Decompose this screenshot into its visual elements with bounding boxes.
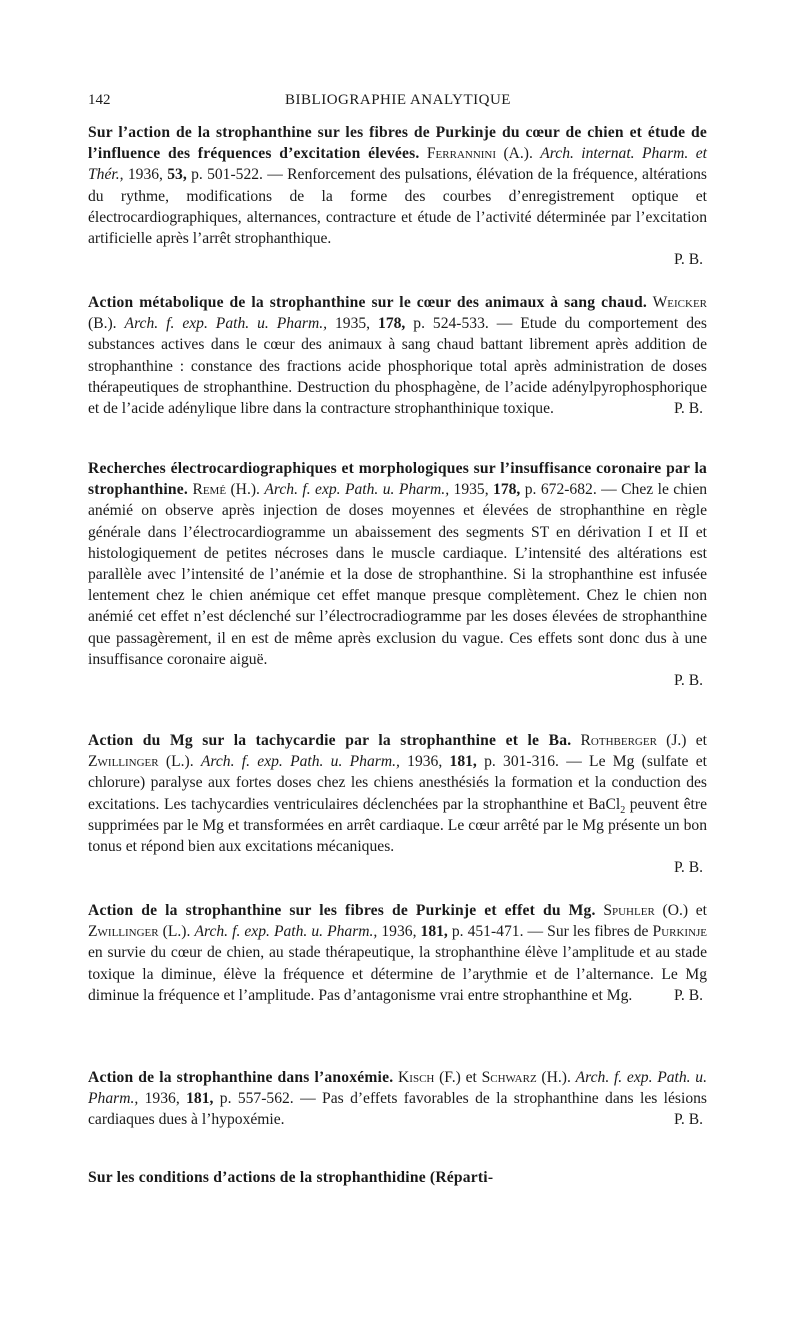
bibliography-entry — [88, 122, 707, 270]
entry-signature: P. B. — [673, 1111, 703, 1129]
entry-author-initials: (F.) — [439, 1069, 461, 1086]
entry-connector: et — [465, 1069, 477, 1086]
entry-journal: Arch. f. exp. Path. u. Pharm., — [194, 923, 378, 941]
entry-title: Sur l’action de la strophanthine sur les fibres de Purkinje du cœur de chien et étude de l’influence des fréquences d’excitation élevées. — [88, 124, 707, 163]
running-title: BIBLIOGRAPHIE ANALYTIQUE — [285, 92, 511, 108]
entry-signature: P. B. — [673, 672, 703, 690]
entry-journal: Arch. f. exp. Path. u. Pharm., — [124, 315, 328, 333]
entry-journal: Arch. internat. Pharm. et Thér., — [88, 145, 707, 184]
entry-title: Action du Mg sur la tachycardie par la strophanthine et le Ba. — [88, 732, 572, 749]
entry-year: 1935, — [334, 315, 371, 333]
entry-author: Zwillinger — [88, 753, 159, 771]
entry-abstract: — Pas d’effets favorables de la strophanthine dans les lésions cardiaques dues à l’hypoxémie. — [88, 1090, 707, 1129]
entry-pages: p. 557-562. — [219, 1090, 294, 1108]
bibliography-entry — [88, 730, 707, 878]
entry-signature: P. B. — [673, 251, 703, 269]
entry-author-initials: (J.) — [666, 732, 687, 749]
entry-volume: 181, — [186, 1090, 214, 1108]
entry-abstract: — Renforcement des pulsations, élévation de la fréquence, altérations du rythme, modifications de la forme des courbes d’enregistrement optique et électrocardiographiques, alternances, contracture et étude de l’activité déterminée par l’excitation artificielle après l’arrêt strophanthique. — [88, 166, 707, 248]
bibliography-entry — [88, 1067, 707, 1131]
entry-year: 1936, — [381, 923, 417, 941]
entry-signature: P. B. — [673, 400, 703, 418]
entry-year: 1935, — [453, 481, 489, 499]
abstract-name: Purkinje — [652, 923, 708, 941]
entry-signature: P. B. — [673, 859, 703, 877]
entry-author-initials: (O.) — [662, 902, 689, 919]
entry-author-initials: (A.). — [503, 145, 533, 163]
entry-author: Remé — [192, 481, 227, 499]
entry-title: Recherches électrocardiographiques et morphologiques sur l’insuffisance coronaire par la strophanthine. — [88, 460, 707, 499]
entry-title: Action métabolique de la strophanthine sur le cœur des animaux à sang chaud. — [88, 294, 647, 311]
entry-author-initials: (L.). — [162, 923, 191, 941]
entry-author-initials: (H.). — [230, 481, 260, 499]
bibliography-entry — [88, 458, 707, 691]
entry-volume: 181, — [420, 923, 448, 941]
page-number: 142 — [88, 92, 111, 108]
running-header — [88, 92, 708, 114]
entry-year: 1936, — [127, 166, 163, 184]
entry-author: Zwillinger — [88, 923, 159, 941]
bibliography-entry — [88, 292, 707, 419]
entry-title: Sur les conditions d’actions de la strophanthidine (Réparti- — [88, 1169, 494, 1186]
abstract-text: en survie du cœur de chien, au stade thérapeutique, la strophanthine élève l’amplitude et au stade toxique la diminue, élève la fréquence et détermine de l’arythmie et de l’alternance. Le Mg diminue la fréquence et l’amplitude. Pas d’antagonisme vrai entre strophanthine et Mg. — [88, 944, 707, 1004]
entry-pages: p. 301-316. — [484, 753, 559, 771]
entry-author: Rothberger — [580, 732, 657, 749]
entry-journal: Arch. f. exp. Path. u. Pharm., — [264, 481, 450, 499]
entry-year: 1936, — [407, 753, 443, 771]
bibliography-entry — [88, 900, 707, 1006]
entry-author: Ferrannini — [426, 145, 497, 163]
entry-year: 1936, — [144, 1090, 180, 1108]
entry-volume: 181, — [449, 753, 477, 771]
entry-volume: 178, — [378, 315, 406, 333]
entry-volume: 53, — [167, 166, 187, 184]
entry-author: Kisch — [398, 1069, 435, 1086]
entry-author-initials: (L.). — [165, 753, 194, 771]
entry-abstract: — Etude du comportement des substances actives dans le cœur des animaux à sang chaud battant librement après addition de strophanthine : constance des fractions acide phosphorique total après administration de doses thérapeutiques de strophanthine. Destruction du phosphagène, de l’acide adénylpyrophosphorique et de l’acide adénylique libre dans la contracture strophanthinique toxique. — [88, 315, 707, 418]
subscript: 2 — [620, 804, 626, 816]
entry-pages: p. 451-471. — [451, 923, 524, 941]
entry-title: Action de la strophanthine sur les fibres de Purkinje et effet du Mg. — [88, 902, 596, 919]
entry-author-initials: (H.). — [541, 1069, 571, 1086]
entry-author: Spuhler — [603, 902, 655, 919]
entry-volume: 178, — [493, 481, 521, 499]
entry-title: Action de la strophanthine dans l’anoxémie. — [88, 1069, 394, 1086]
entry-author-initials: (B.). — [88, 315, 117, 333]
bibliography-entry — [88, 1167, 707, 1188]
abstract-text: peuvent être supprimées par le Mg et transformées en arrêt cardiaque. Le cœur arrêté par le Mg présente un bon tonus et répond bien aux excitations mécaniques. — [88, 795, 707, 856]
entry-author: Weicker — [652, 294, 707, 311]
entry-journal: Arch. f. exp. Path. u. Pharm., — [200, 753, 400, 771]
entry-author: Schwarz — [481, 1069, 537, 1086]
entry-pages: p. 501-522. — [191, 166, 263, 184]
abstract-text: — Le Mg (sulfate et chlorure) paralyse aux fortes doses chez les chiens anesthésiés la formation et la conduction des excitations. Les tachycardies ventriculaires déclenchées par la strophanthine et BaCl — [88, 753, 707, 813]
abstract-text: — Sur les fibres de — [527, 923, 653, 941]
entry-connector: et — [695, 732, 707, 749]
entry-signature: P. B. — [673, 986, 703, 1004]
entry-journal: Arch. f. exp. Path. u. Pharm., — [88, 1069, 707, 1108]
entry-connector: et — [695, 902, 708, 919]
entry-pages: p. 524-533. — [413, 315, 489, 333]
entry-abstract: — Chez le chien anémié on observe après injection de doses moyennes et élevées de strophanthine en règle générale dans l’électrocardiogramme un abaissement des segments ST en dérivation I et II et histologiquement de petites nécroses dans le muscle cardiaque. L’intensité des altérations est parallèle avec l’intensité de l’anémie et la dose de strophanthine. Si la strophanthine est infusée lentement chez le chien anémique cet effet manque presque complètement. Chez le chien non anémié cet effet n’est déclenché sur l’électrocradiogramme par les doses élevées de strophanthine que passagèrement, il en est de même après exclusion du vague. Ces effets sont donc dus à une insuffisance coronaire aiguë. — [88, 481, 708, 668]
entry-pages: p. 672-682. — [524, 481, 597, 499]
